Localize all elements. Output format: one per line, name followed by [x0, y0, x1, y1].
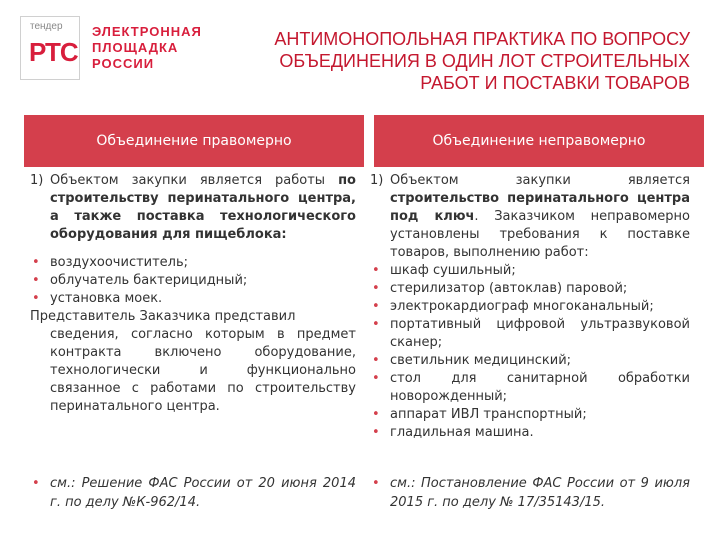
bullet-icon: • — [372, 407, 380, 422]
logo-mark — [20, 16, 80, 80]
list-item-text: гладильная машина. — [390, 425, 534, 440]
list-item — [370, 280, 690, 298]
bullet-icon: • — [372, 353, 380, 368]
list-item-text: аппарат ИВЛ транспортный; — [390, 407, 587, 422]
item-text: Объектом закупки является работы — [50, 173, 339, 188]
column-lawful — [30, 172, 356, 416]
bullet-icon: • — [32, 291, 40, 306]
footer-text: см.: Постановление ФАС России от 9 июля 2015 г. по делу № 17/35143/15. — [390, 476, 690, 510]
right-bullet-list — [370, 262, 690, 442]
left-paragraph-rest: сведения, согласно которым в предмет контракта включено оборудование, технологически и функционально связанное с работами по строительству перинатального центра. — [50, 327, 356, 414]
list-item — [370, 352, 690, 370]
bullet-icon: • — [372, 281, 380, 296]
left-footer-reference — [30, 474, 356, 512]
logo-line-2: ПЛОЩАДКА — [92, 40, 179, 55]
logo-line-1: ЭЛЕКТРОННАЯ — [92, 24, 202, 39]
left-item-1 — [30, 172, 356, 244]
list-item-text: облучатель бактерицидный; — [50, 273, 248, 288]
bullet-icon: • — [372, 476, 380, 491]
bullet-icon: • — [372, 263, 380, 278]
logo-line-3: РОССИИ — [92, 56, 155, 71]
column-header-unlawful: Объединение неправомерно — [374, 115, 704, 167]
logo-big-text: РТС — [29, 37, 78, 67]
logo-small-text: тендер — [30, 21, 63, 32]
footer-text: см.: Решение ФАС России от 20 июня 2014 г. по делу №К-962/14. — [50, 476, 356, 510]
left-bullet-list — [30, 254, 356, 308]
list-item — [30, 254, 356, 272]
list-item-text: шкаф сушильный; — [390, 263, 516, 278]
list-item — [30, 272, 356, 290]
logo — [14, 14, 214, 84]
right-footer-reference — [370, 474, 690, 512]
item-number: 1) — [370, 173, 384, 188]
logo-caption — [92, 24, 202, 72]
list-item-text: установка моек. — [50, 291, 163, 306]
item-bold-text: строительство перинатального центра под ключ — [390, 191, 690, 224]
page-title — [220, 28, 690, 94]
column-unlawful — [370, 172, 690, 442]
title-line-2: ОБЪЕДИНЕНИЯ В ОДИН ЛОТ СТРОИТЕЛЬНЫХ — [279, 51, 690, 71]
item-text-end: . Заказчиком неправомерно установлены требования к поставке товаров, выполнению работ: — [390, 209, 690, 260]
list-item — [30, 290, 356, 308]
list-item-text: электрокардиограф многоканальный; — [390, 299, 654, 314]
bullet-icon: • — [372, 317, 380, 332]
title-line-3: РАБОТ И ПОСТАВКИ ТОВАРОВ — [420, 73, 690, 93]
list-item — [370, 370, 690, 406]
list-item — [370, 316, 690, 352]
list-item — [370, 406, 690, 424]
bullet-icon: • — [372, 299, 380, 314]
bullet-icon: • — [32, 273, 40, 288]
list-item-text: стол для санитарной обработки новорожденный; — [390, 371, 690, 404]
right-item-1 — [370, 172, 690, 262]
item-number: 1) — [30, 173, 44, 188]
left-paragraph-first: Представитель Заказчика представил — [30, 309, 296, 324]
list-item — [370, 298, 690, 316]
list-item — [370, 424, 690, 442]
column-header-lawful: Объединение правомерно — [24, 115, 364, 167]
bullet-icon: • — [372, 425, 380, 440]
bullet-icon: • — [372, 371, 380, 386]
bullet-icon: • — [32, 255, 40, 270]
list-item-text: стерилизатор (автоклав) паровой; — [390, 281, 628, 296]
item-bold-text: по строительству перинатального центра, а также поставка технологического оборудования для пищеблока: — [50, 173, 356, 242]
list-item — [370, 262, 690, 280]
bullet-icon: • — [32, 476, 40, 491]
list-item-text: светильник медицинский; — [390, 353, 572, 368]
list-item-text: воздухоочиститель; — [50, 255, 189, 270]
title-line-1: АНТИМОНОПОЛЬНАЯ ПРАКТИКА ПО ВОПРОСУ — [274, 29, 690, 49]
item-text: Объектом закупки является — [390, 173, 690, 188]
list-item-text: портативный цифровой ультразвуковой сканер; — [390, 317, 690, 350]
